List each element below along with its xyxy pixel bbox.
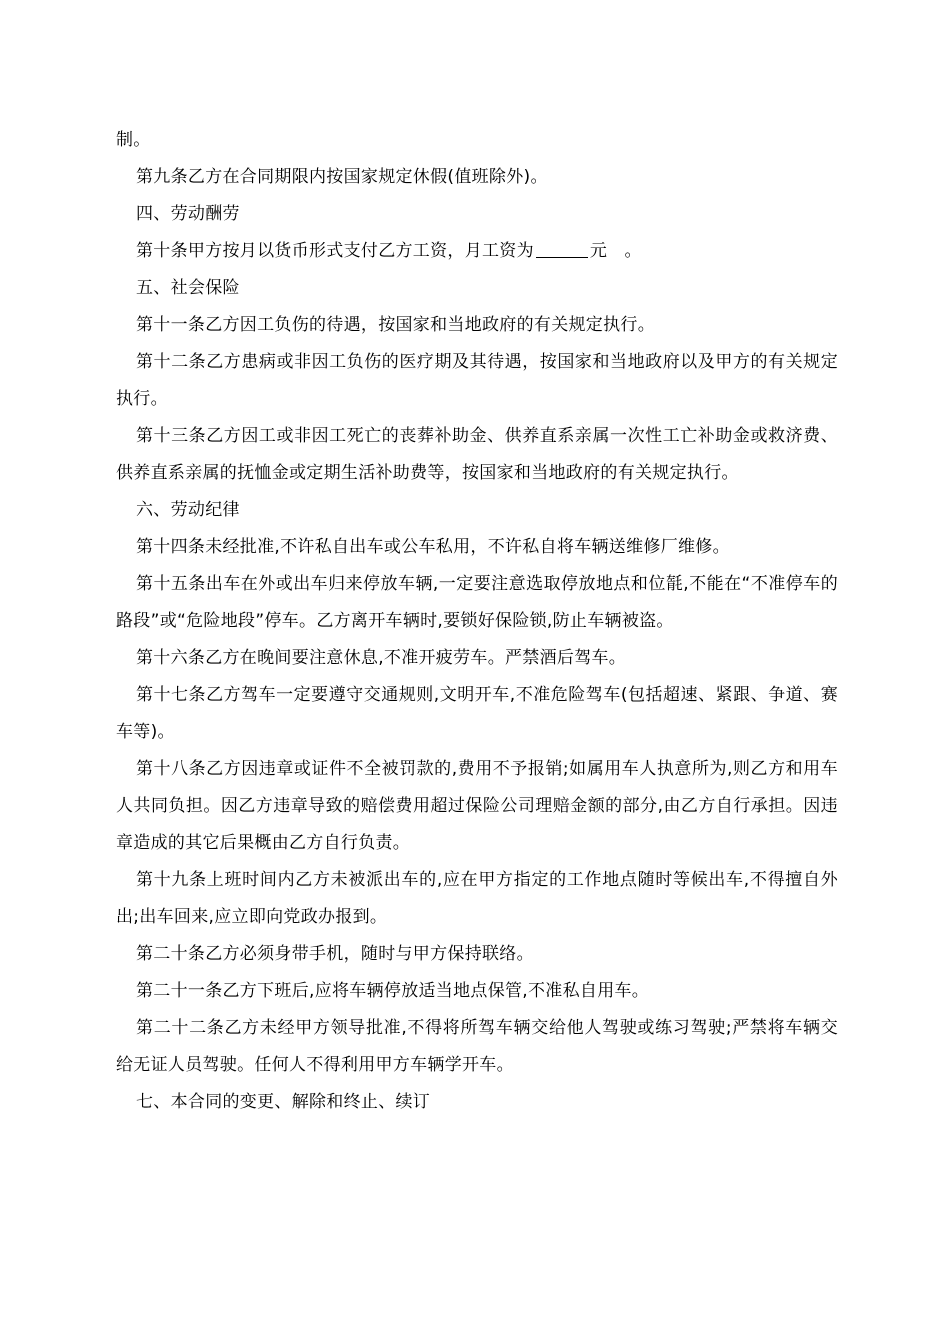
article-10-text: 第十条甲方按月以货币形式支付乙方工资，月工资为 [136,241,534,261]
salary-blank-line [536,240,588,258]
section-heading-contract-change: 七、本合同的变更、解除和终止、续订 [136,1092,431,1112]
article-12: 第十二条乙方患病或非因工负伤的医疗期及其待遇，按国家和当地政府以及甲方的有关规定执行。 [116,352,838,409]
article-22: 第二十二条乙方未经甲方领导批准,不得将所驾车辆交给他人驾驶或练习驾驶;严禁将车辆交给无证人员驾驶。任何人不得利用甲方车辆学开车。 [116,1018,838,1075]
section-heading-labor-discipline: 六、劳动纪律 [136,500,240,520]
article-10-unit: 元 。 [589,241,642,261]
article-16: 第十六条乙方在晚间要注意休息,不准开疲劳车。严禁酒后驾车。 [136,648,627,668]
paragraph-continuation: 制。 [116,130,151,150]
article-18: 第十八条乙方因违章或证件不全被罚款的,费用不予报销;如属用车人执意所为,则乙方和用车人共同负担。因乙方违章导致的赔偿费用超过保险公司理赔金额的部分,由乙方自行承担。因违章造成的其它后果概由乙方自行负责。 [116,759,838,853]
section-heading-labor-remuneration: 四、劳动酬劳 [136,204,240,224]
article-21: 第二十一条乙方下班后,应将车辆停放适当地点保管,不准私自用车。 [136,981,650,1001]
article-17: 第十七条乙方驾车一定要遵守交通规则,文明开车,不准危险驾车(包括超速、紧跟、争道、赛车等)。 [116,685,838,742]
article-19: 第十九条上班时间内乙方未被派出车的,应在甲方指定的工作地点随时等候出车,不得擅自外出;出车回来,应立即向党政办报到。 [116,870,838,927]
article-20: 第二十条乙方必须身带手机，随时与甲方保持联络。 [136,944,534,964]
article-15: 第十五条出车在外或出车归来停放车辆,一定要注意选取停放地点和位毻,不能在“不准停车的路段”或“危险地段”停车。乙方离开车辆时,要锁好保险锁,防止车辆被盗。 [116,574,838,631]
document-body [116,122,838,1121]
section-heading-social-insurance: 五、社会保险 [136,278,240,298]
article-10 [116,233,838,270]
article-13: 第十三条乙方因工或非因工死亡的丧葬补助金、供养直系亲属一次性工亡补助金或救济费、供养直系亲属的抚恤金或定期生活补助费等，按国家和当地政府的有关规定执行。 [116,426,838,483]
article-9: 第九条乙方在合同期限内按国家规定休假(值班除外)。 [136,167,548,187]
article-14: 第十四条未经批准,不许私自出车或公车私用，不许私自将车辆送维修厂维修。 [136,537,730,557]
article-11: 第十一条乙方因工负伤的待遇，按国家和当地政府的有关规定执行。 [136,315,655,335]
